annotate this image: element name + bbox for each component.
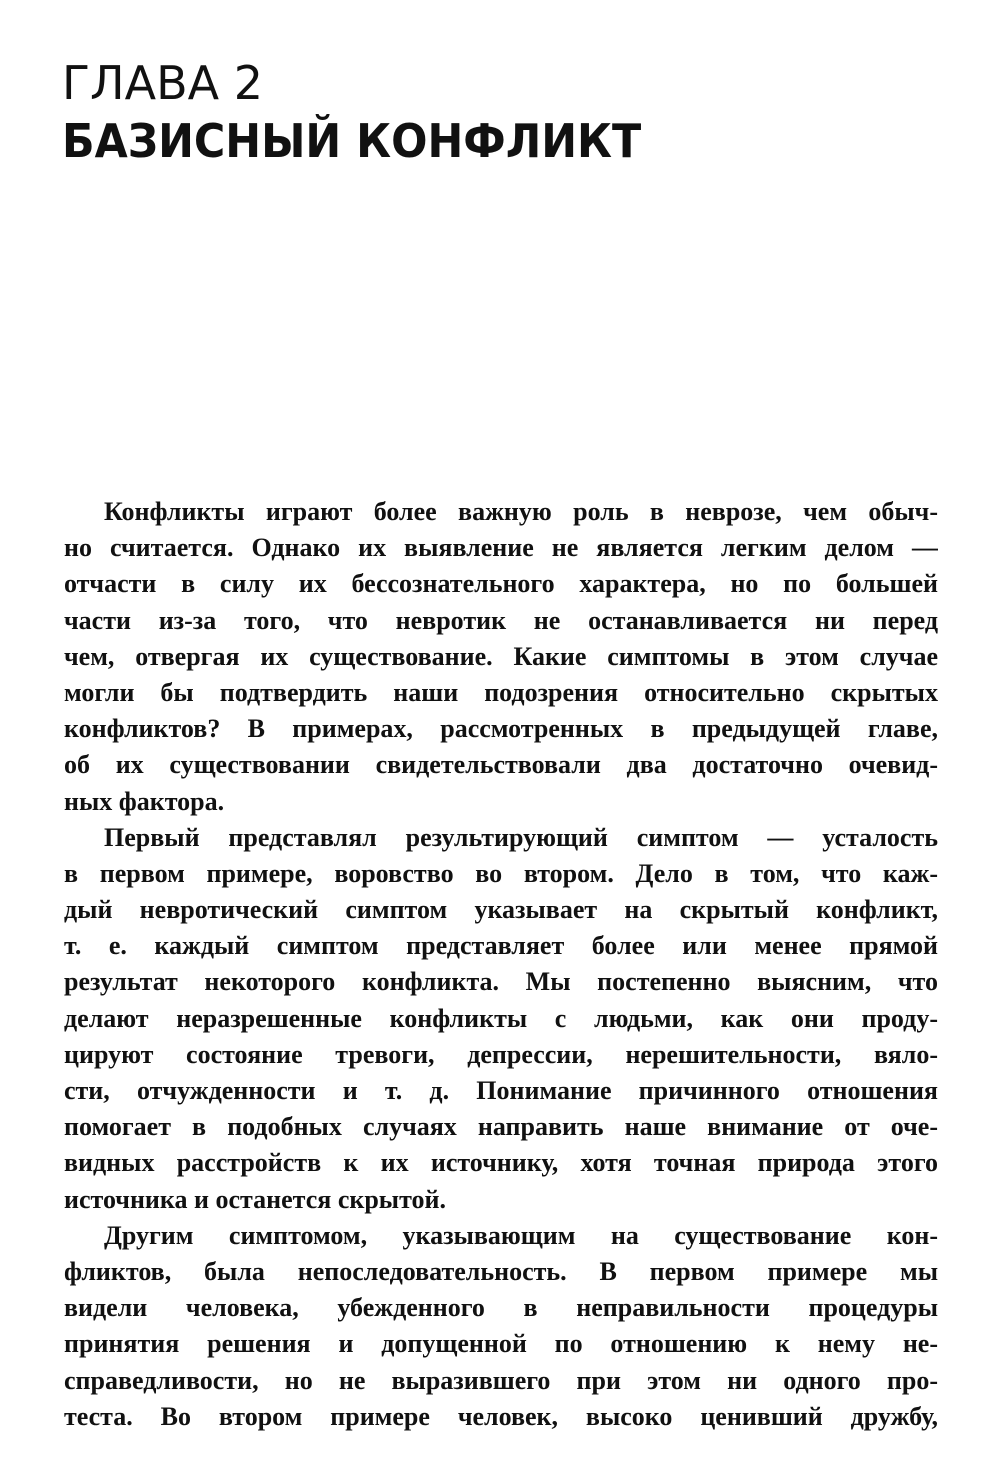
text-line: чем, отвергая их существование. Какие симптомы в этом случае: [64, 641, 938, 671]
text-line: но считается. Однако их выявление не является легким делом —: [64, 533, 938, 563]
text-line: отчасти в силу их бессознательного характера, но по большей: [64, 569, 938, 599]
paragraph-3: [64, 1218, 938, 1435]
text-line: принятия решения и допущенной по отношению к нему не-: [64, 1329, 938, 1359]
paragraph-2: [64, 820, 938, 1218]
chapter-title: БАЗИСНЫЙ КОНФЛИКТ: [62, 114, 642, 168]
paragraph-1: [64, 494, 938, 820]
text-line: видных расстройств к их источнику, хотя точная природа этого: [64, 1148, 938, 1178]
text-line: части из-за того, что невротик не останавливается ни перед: [64, 605, 938, 635]
text-line: видели человека, убежденного в неправильности процедуры: [64, 1293, 938, 1323]
text-line: справедливости, но не выразившего при этом ни одного про-: [64, 1365, 938, 1395]
text-line: конфликтов? В примерах, рассмотренных в предыдущей главе,: [64, 714, 938, 744]
text-line: источника и останется скрытой.: [64, 1184, 447, 1214]
text-line: результат некоторого конфликта. Мы постепенно выясним, что: [64, 967, 938, 997]
text-line: об их существовании свидетельствовали два достаточно очевид-: [64, 750, 938, 780]
text-line: цируют состояние тревоги, депрессии, нерешительности, вяло-: [64, 1039, 938, 1069]
text-line: дый невротический симптом указывает на скрытый конфликт,: [64, 895, 938, 925]
text-line: фликтов, была непоследовательность. В первом примере мы: [64, 1256, 938, 1286]
text-line: ных фактора.: [64, 786, 225, 816]
text-line: могли бы подтвердить наши подозрения относительно скрытых: [64, 677, 938, 707]
text-line: помогает в подобных случаях направить наше внимание от оче-: [64, 1112, 938, 1142]
text-line: Другим симптомом, указывающим на существование кон-: [104, 1220, 938, 1250]
text-line: делают неразрешенные конфликты с людьми, как они проду-: [64, 1003, 938, 1033]
text-line: т. е. каждый симптом представляет более или менее прямой: [64, 931, 938, 961]
chapter-body: [64, 494, 938, 1435]
text-line: сти, отчужденности и т. д. Понимание причинного отношения: [64, 1076, 938, 1105]
text-line: теста. Во втором примере человек, высоко ценивший дружбу,: [64, 1401, 938, 1431]
text-line: Конфликты играют более важную роль в неврозе, чем обыч-: [104, 497, 938, 526]
chapter-number: ГЛАВА 2: [62, 56, 264, 110]
text-line: в первом примере, воровство во втором. Дело в том, что каж-: [64, 858, 938, 888]
text-line: Первый представлял результирующий симптом — усталость: [104, 822, 938, 852]
